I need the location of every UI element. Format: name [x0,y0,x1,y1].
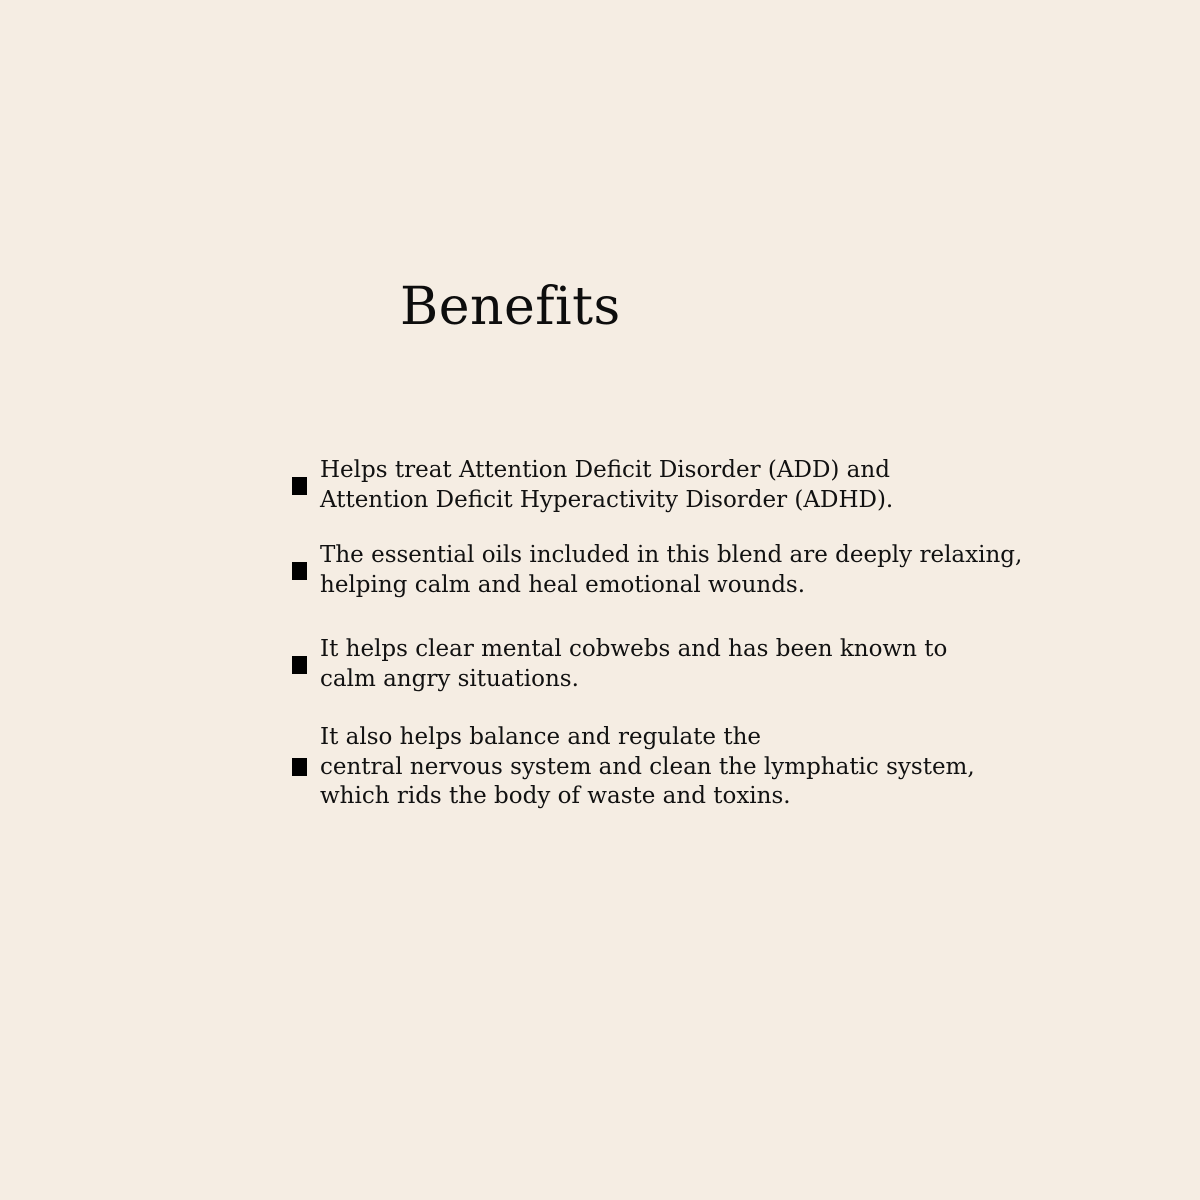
benefit-item-nervous-system [292,723,1112,812]
benefit-text: The essential oils included in this blend are deeply relaxing, helping calm and heal emotional wounds. [320,542,1023,598]
square-bullet-icon [292,758,307,776]
benefit-text: It also helps balance and regulate the central nervous system and clean the lymphatic system, which rids the body of waste and toxins. [320,724,975,809]
benefit-item-mental-clarity [292,635,1112,694]
benefit-item-relaxing [292,541,1112,600]
page-title: Benefits [400,277,621,337]
benefit-item-add-adhd [292,456,1112,515]
square-bullet-icon [292,477,307,495]
square-bullet-icon [292,562,307,580]
benefit-text: It helps clear mental cobwebs and has been known to calm angry situations. [320,636,948,692]
benefit-text: Helps treat Attention Deficit Disorder (ADD) and Attention Deficit Hyperactivity Disorder (ADHD). [320,457,894,513]
square-bullet-icon [292,656,307,674]
